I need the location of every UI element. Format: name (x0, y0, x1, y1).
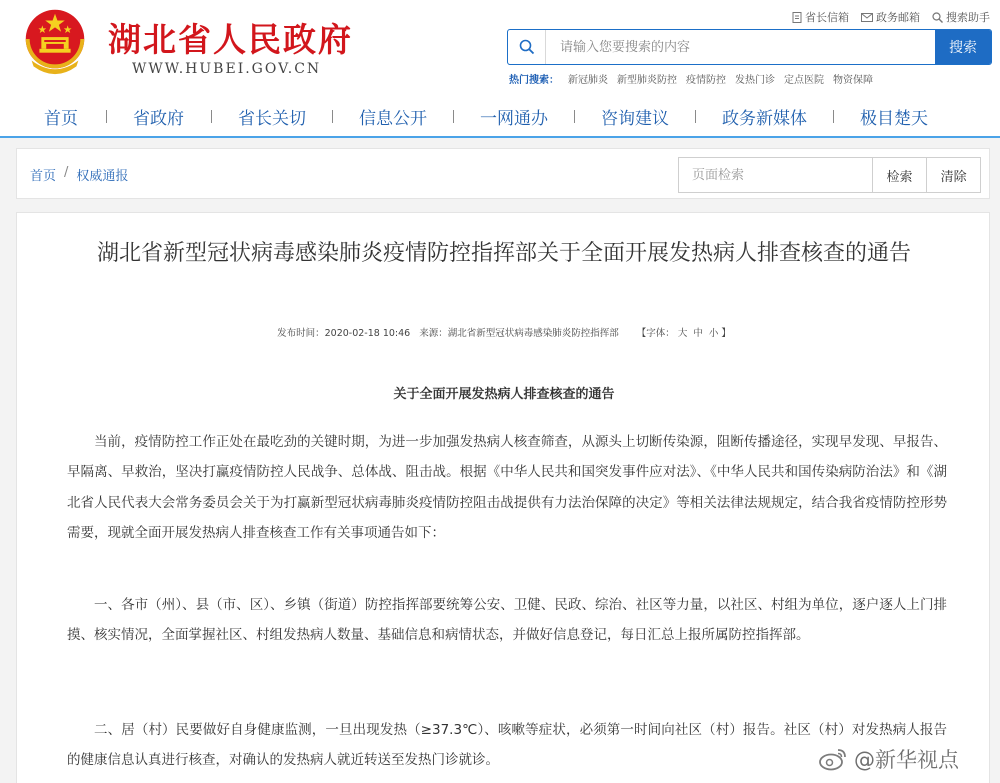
font-size-medium[interactable]: 中 (693, 328, 703, 339)
page-search-button[interactable]: 检索 (873, 158, 927, 192)
article-paragraph: 二、居（村）民要做好自身健康监测，一旦出现发热（≥37.3℃）、咳嗽等症状，必须第一时间向社区（村）报告。社区（村）对发热病人报告的健康信息认真进行核查，对确认的发热病人就近转送至发热门诊就诊。 (67, 722, 947, 769)
page-search-input[interactable] (679, 158, 873, 192)
search-icon (508, 30, 546, 64)
article (16, 212, 990, 783)
weibo-logo-icon (818, 747, 848, 771)
top-link-governor-mailbox[interactable] (792, 9, 849, 25)
nav-item-home[interactable]: 首页 (44, 108, 78, 129)
page-clear-button[interactable]: 清除 (926, 158, 980, 192)
hot-search-item[interactable]: 物资保障 (833, 75, 873, 86)
page-search (678, 157, 981, 193)
site-search (507, 29, 992, 65)
nav-item-provincial-gov[interactable]: 省政府 (133, 108, 184, 129)
font-size-small[interactable]: 小 (708, 328, 719, 339)
weibo-watermark (818, 744, 959, 774)
watermark-text: @新华视点 (854, 748, 959, 772)
document-icon (792, 12, 802, 23)
top-link-label: 省长信箱 (805, 11, 849, 24)
nav-divider (695, 110, 696, 123)
nav-item-governor-concerns[interactable]: 省长关切 (238, 108, 306, 129)
main-nav (0, 96, 1000, 138)
nav-divider (453, 110, 454, 123)
breadcrumb-home[interactable]: 首页 (30, 169, 57, 184)
nav-item-jimu-chutian[interactable]: 极目楚天 (860, 108, 928, 129)
top-link-gov-mail[interactable] (861, 9, 920, 25)
hot-search-label: 热门搜索： (509, 75, 559, 86)
article-paragraph: 当前，疫情防控工作正处在最吃劲的关键时期，为进一步加强发热病人核查筛查，从源头上切断传染源，阻断传播途径，实现早发现、早报告、早隔离、早救治，坚决打赢疫情防控人民战争、总体战、阻击战。根据《中华人民共和国突发事件应对法》、《中华人民共和国传染病防治法》和《湖北省人民代表大会常务委员会关于为打赢新型冠状病毒肺炎疫情防控阻击战提供有力法治保障的决定》等相关法律法规规定，结合我省疫情防控形势需要，现就全面开展发热病人排查核查工作有关事项通告如下： (67, 434, 947, 541)
mail-icon (861, 13, 873, 22)
breadcrumb (30, 165, 128, 184)
nav-divider (211, 110, 212, 123)
top-link-label: 政务邮箱 (876, 11, 920, 24)
top-links (792, 9, 990, 25)
top-link-search-helper[interactable] (932, 9, 990, 25)
article-meta (17, 325, 991, 339)
search-button[interactable]: 搜索 (935, 30, 991, 64)
nav-divider (106, 110, 107, 123)
site-title[interactable]: 湖北省人民政府 (108, 20, 353, 59)
nav-item-new-media[interactable]: 政务新媒体 (722, 108, 807, 129)
font-size-large[interactable]: 大 (677, 328, 688, 339)
font-size-control (637, 328, 731, 339)
breadcrumb-separator: / (64, 165, 69, 180)
site-url: WWW.HUBEI.GOV.CN (132, 61, 322, 77)
font-size-close: 】 (721, 328, 731, 339)
hot-search (509, 71, 873, 86)
nav-item-info-disclosure[interactable]: 信息公开 (359, 108, 427, 129)
article-source: 来源：湖北省新型冠状病毒感染肺炎防控指挥部 (419, 328, 619, 339)
hot-search-item[interactable]: 发热门诊 (735, 75, 775, 86)
nav-item-one-stop-service[interactable]: 一网通办 (480, 108, 548, 129)
breadcrumb-current[interactable]: 权威通报 (76, 169, 129, 184)
article-title: 湖北省新型冠状病毒感染肺炎疫情防控指挥部关于全面开展发热病人排查核查的通告 (96, 241, 911, 266)
nav-divider (332, 110, 333, 123)
document-subtitle: 关于全面开展发热病人排查核查的通告 (393, 387, 615, 402)
font-size-label: 【字体： (636, 328, 675, 339)
search-icon (932, 12, 943, 23)
hot-search-item[interactable]: 新型肺炎防控 (617, 75, 677, 86)
nav-item-consultation[interactable]: 咨询建议 (601, 108, 669, 129)
search-input[interactable] (546, 30, 935, 64)
national-emblem-icon[interactable] (16, 2, 94, 80)
hot-search-item[interactable]: 定点医院 (784, 75, 824, 86)
site-header (0, 0, 1000, 96)
publish-time: 发布时间：2020-02-18 10:46 (277, 328, 411, 339)
nav-divider (833, 110, 834, 123)
hot-search-item[interactable]: 新冠肺炎 (568, 75, 608, 86)
nav-divider (574, 110, 575, 123)
hot-search-item[interactable]: 疫情防控 (686, 75, 726, 86)
breadcrumb-panel (16, 148, 990, 199)
article-paragraph: 一、各市（州）、县（市、区）、乡镇（街道）防控指挥部要统筹公安、卫健、民政、综治、社区等力量，以社区、村组为单位，逐户逐人上门排摸、核实情况，全面掌握社区、村组发热病人数量、基础信息和病情状态，并做好信息登记，每日汇总上报所属防控指挥部。 (67, 597, 947, 644)
top-link-label: 搜索助手 (946, 11, 990, 24)
